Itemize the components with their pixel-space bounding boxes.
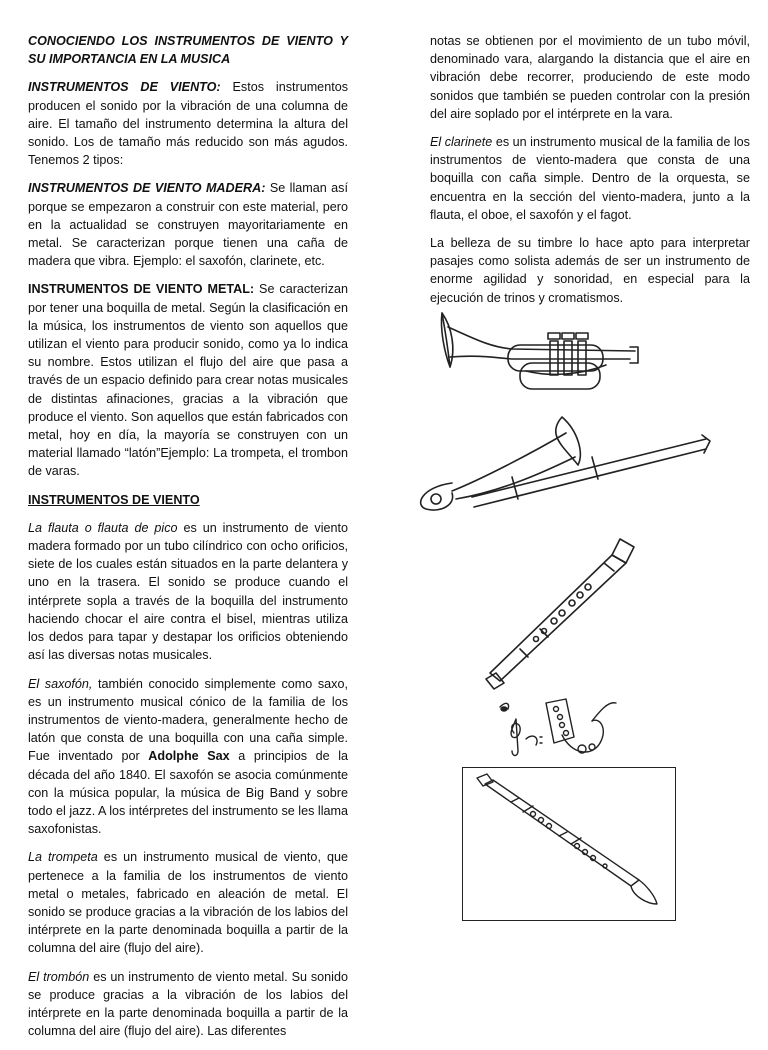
trompeta-text: es un instrumento musical de viento, que pertenece a la familia de los instrumentos de viento metal o metales, fabricado en aleación de metal. El sonido se produce gracias a la vibración de los labios del intérprete en la parte denominada boquilla a partir de la columna del aire (flujo del aire). <box>28 850 348 956</box>
recorder-illustration <box>480 533 640 693</box>
section-heading: INSTRUMENTOS DE VIENTO <box>28 492 200 507</box>
intro-text: Estos instrumentos producen el sonido por la vibración de una columna de aire. El tamaño del instrumento determina la altura del sonido. Los de tamaño más reducido son más agudos. Tenemos 2 tipos: <box>28 80 348 168</box>
belleza-paragraph: La belleza de su timbre lo hace apto para interpretar pasajes como solista además de ser un instrumento de enorme agilidad y sonoridad, en especial para la ejecución de trinos y cromatismos. <box>430 236 750 305</box>
clarinete-paragraph <box>430 133 750 224</box>
clarinet-illustration <box>462 767 676 921</box>
madera-heading: INSTRUMENTOS DE VIENTO MADERA: <box>28 181 266 196</box>
saxophone-illustration <box>496 693 626 763</box>
trombon-text: es un instrumento de viento metal. Su sonido se produce gracias a la vibración de los labios del intérprete en la parte denominada boquilla a partir de la columna del aire (flujo del aire). Las diferentes <box>28 969 348 1039</box>
madera-text: Se llaman así porque se empezaron a construir con este material, pero en la actualidad se construyen mayoritariamente en metal. Se caracterizan porque tienen una caña de madera que vibra. Ejemplo: el saxofón, clarinete, etc. <box>28 181 348 269</box>
intro-heading: INSTRUMENTOS DE VIENTO: <box>28 80 221 95</box>
trumpet-illustration <box>430 305 642 405</box>
flauta-text: es un instrumento de viento madera formado por un tubo cilíndrico con ocho orificios, siete de los cuales están situados en la parte delantera y uno en la trasera. El sonido se produce cuando el intérprete sopla a través de la boquilla del instrumento haciendo chocar el aire contra el bisel, mientras utiliza los dedos para tapar y destapar los orificios obteniendo así las diversas notas musicales. <box>28 520 349 663</box>
saxofon-text-b: a principios de la década del año 1840. El saxofón se asocia comúnmente con la música popular, la música de Big Band y sobre todo el jazz. A los intérpretes del instrumento se les llama saxofonistas. <box>28 749 348 837</box>
intro-paragraph <box>28 78 348 169</box>
metal-paragraph <box>28 280 348 480</box>
metal-text: Se caracterizan por tener una boquilla de metal. Según la clasificación en la música, los instrumentos de viento son aquellos que utilizan el viento para producir sonido, como ya lo indica su nombre. Estos utilizan el flujo del aire que pasa a través de un espacio definido para crear notas musicales de distintas afinaciones, gracias a la vibración que produce el viento. Son aquellos que están fabricados con metal, hoy en día, la mayoría se construyen con un material llamado “latón”Ejemplo: La trompeta, el trombon de varas. <box>28 282 348 479</box>
trombon-continuation: notas se obtienen por el movimiento de un tubo móvil, denominado vara, alargando la distancia que el aire en vibración debe recorrer, produciendo de este modo sonidos que también se pueden controlar con la presión del aire soplado por el intérprete en la vara. <box>430 34 750 121</box>
trombon-name: El trombón <box>28 969 90 984</box>
trompeta-name: La trompeta <box>28 850 98 865</box>
trombon-paragraph <box>28 968 348 1041</box>
trombone-illustration <box>412 413 712 513</box>
clarinete-name: El clarinete <box>430 135 493 150</box>
illustrations <box>400 305 768 1024</box>
saxofon-text-a: también conocido simplemente como saxo, es un instrumento musical cónico de la familia de los instrumentos de viento-madera, generalmente hecho de latón que consta de una boquilla con una caña simple. Fue inventado por <box>28 676 348 764</box>
trompeta-paragraph <box>28 848 348 957</box>
flauta-paragraph <box>28 519 348 665</box>
madera-paragraph <box>28 179 348 270</box>
clarinete-text: es un instrumento musical de la familia de los instrumentos de viento-madera que consta de una boquilla con caña simple. Dentro de la orquesta, se encuentra en la sección del viento-madera, junto a la flauta, el oboe, el saxofón y el fagot. <box>430 135 750 222</box>
metal-heading: INSTRUMENTOS DE VIENTO METAL: <box>28 282 255 297</box>
saxofon-inventor: Adolphe Sax <box>148 749 230 764</box>
right-column <box>430 32 750 317</box>
saxofon-paragraph <box>28 675 348 839</box>
document-title: CONOCIENDO LOS INSTRUMENTOS DE VIENTO Y SU IMPORTANCIA EN LA MUSICA <box>28 34 348 67</box>
left-column <box>28 32 348 1050</box>
saxofon-name: El saxofón, <box>28 676 93 691</box>
flauta-name: La flauta o flauta de pico <box>28 520 178 535</box>
